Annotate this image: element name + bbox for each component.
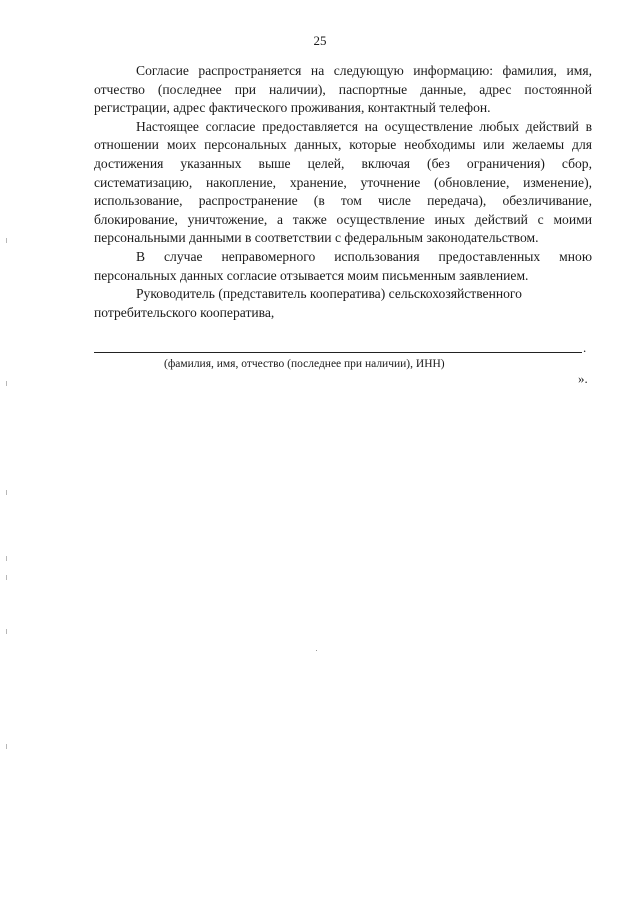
document-body xyxy=(94,62,592,322)
scan-artifact xyxy=(6,744,7,749)
scan-artifact xyxy=(6,556,7,561)
signature-line-end: . xyxy=(583,340,587,355)
scan-artifact xyxy=(316,650,317,651)
page-number: 25 xyxy=(313,33,327,48)
scan-artifact xyxy=(6,381,7,386)
paragraph-scope: Согласие распространяется на следующую информацию: фамилия, имя, отчество (последнее при наличии), паспортные данные, адрес постоянной регистрации, адрес фактического проживания, контактный телефон. xyxy=(94,63,592,116)
paragraph-actions: Настоящее согласие предоставляется на осуществление любых действий в отношении моих персональных данных, которые необходимы или желаемы для достижения указанных выше целей, включая (без ограничения) сбор, систематизацию, накопление, хранение, уточнение (обновление, изменение), использование, распространение (в том числе передача), обезличивание, блокирование, уничтожение, а также осуществление иных действий с моими персональными данными в соответствии с федеральным законодательством. xyxy=(94,118,592,246)
closing-quote-mark: ». xyxy=(578,371,588,386)
scan-artifact xyxy=(6,629,7,634)
scan-artifact xyxy=(6,575,7,580)
paragraph-revocation: В случае неправомерного использования предоставленных мною персональных данных согласие отзывается моим письменным заявлением. xyxy=(94,248,592,283)
signature-line xyxy=(94,352,582,353)
scan-artifact xyxy=(6,238,7,243)
signature-caption: (фамилия, имя, отчество (последнее при наличии), ИНН) xyxy=(164,358,445,370)
scan-artifact xyxy=(6,490,7,495)
paragraph-head-of-cooperative: Руководитель (представитель кооператива) сельскохозяйственного потребительского кооператива, xyxy=(94,286,522,320)
